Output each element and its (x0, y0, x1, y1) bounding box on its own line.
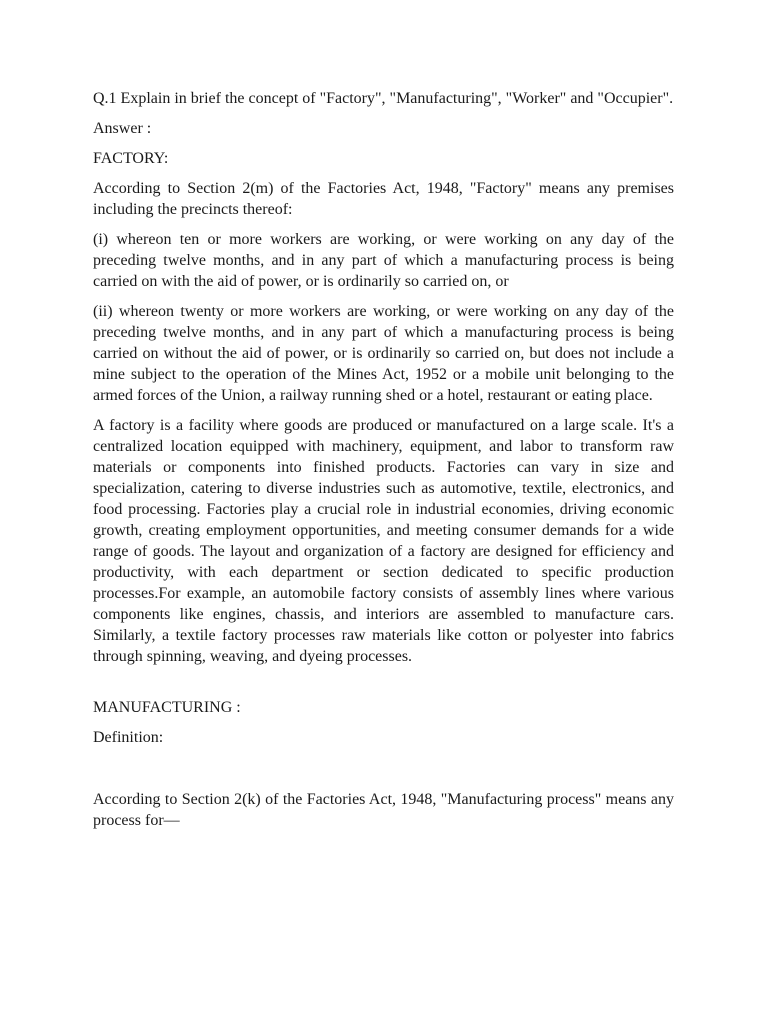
factory-explanation: A factory is a facility where goods are produced or manufactured on a large scale. It's a centralized location equipped with machinery, equipment, and labor to transform raw materials or components into finished products. Factories can vary in size and specialization, catering to diverse industries such as automotive, textile, electronics, and food processing. Factories play a crucial role in industrial economies, driving economic growth, creating employment opportunities, and meeting consumer demands for a wide range of goods. The layout and organization of a factory are designed for efficiency and productivity, with each department or section dedicated to specific production processes.For example, an automobile factory consists of assembly lines where various components like engines, chassis, and interiors are assembled to manufacture cars. Similarly, a textile factory processes raw materials like cotton or polyester into fabrics through spinning, weaving, and dyeing processes. (93, 417, 674, 665)
manufacturing-definition-intro: According to Section 2(k) of the Factories Act, 1948, "Manufacturing process" means any process for— (93, 791, 674, 829)
answer-label: Answer : (93, 120, 152, 137)
question-text: Q.1 Explain in brief the concept of "Factory", "Manufacturing", "Worker" and "Occupier". (93, 90, 674, 107)
manufacturing-definition-label: Definition: (93, 729, 164, 746)
factory-definition-intro: According to Section 2(m) of the Factories Act, 1948, "Factory" means any premises including the precincts thereof: (93, 180, 674, 218)
factory-clause-1: (i) whereon ten or more workers are working, or were working on any day of the preceding twelve months, and in any part of which a manufacturing process is being carried on with the aid of power, or is ordinarily so carried on, or (93, 231, 674, 290)
factory-heading: FACTORY: (93, 150, 169, 167)
manufacturing-heading: MANUFACTURING : (93, 699, 241, 716)
document-page (93, 88, 674, 840)
factory-clause-2: (ii) whereon twenty or more workers are working, or were working on any day of the preceding twelve months, and in any part of which a manufacturing process is being carried on without the aid of power, or is ordinarily so carried on, but does not include a mine subject to the operation of the Mines Act, 1952 or a mobile unit belonging to the armed forces of the Union, a railway running shed or a hotel, restaurant or eating place. (93, 303, 674, 404)
